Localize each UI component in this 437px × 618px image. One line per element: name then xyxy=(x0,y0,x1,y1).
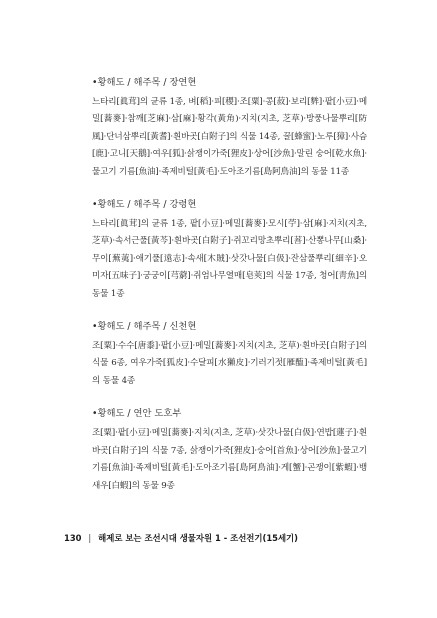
section-body: 조[粟]·팥[小豆]·메밀[蕎麥]·지치(지초, 芝草)·삿갓나물[白伋]·연밥[蓮子]·흰바곳[白附子]의 식물 7종, 삵쟁이가죽[狸皮]·숭어[首魚]·상어[沙魚]·물고기 기름[魚油]·족제비털[黃毛]·도아조기름[島阿鳥油]·게[蟹]·곤쟁이[紫蝦]·뱅새우[白蝦]의 동물 9종 xyxy=(92,428,367,491)
section-body: 느타리[眞茸]의 균류 1종, 벼[稻]·피[稷]·조[粟]·콩[菽]·보리[麰]·팥[小豆]·메밀[蕎麥]·참깨[芝麻]·삼[麻]·황각(黃角)·지치(지초, 芝草)·방풍나물뿌리[防風]·단너삼뿌리[黃耆]·흰바곳[白附子]의 식물 14종, 꿀[蜂蜜]·노루[獐]·사슴[鹿]·고니[天鵝]·여우[狐]·삵쟁이가죽[狸皮]·상어[沙魚]·말린 숭어[乾水魚]·물고기 기름[魚油]·족제비털[黃毛]·도아조기름[島阿鳥油]의 동물 11종 xyxy=(92,97,367,177)
page-footer xyxy=(64,532,298,544)
book-title: 해제로 보는 조선시대 생물자원 1 - 조선전기(15세기) xyxy=(98,533,298,543)
region-section xyxy=(92,76,367,181)
page-content xyxy=(92,76,367,512)
region-section xyxy=(92,320,367,390)
section-header: •황해도 / 해주목 / 강령현 xyxy=(92,199,197,211)
region-section xyxy=(92,198,367,303)
section-header: •황해도 / 해주목 / 장연현 xyxy=(92,77,197,88)
section-body: 조[粟]·수수[唐黍]·팥[小豆]·메밀[蕎麥]·지치(지초, 芝草)·흰바곳[白附子]의 식물 6종, 여우가죽[狐皮]·수달피[水獺皮]·기러기젓[雁醢]·족제비털[黃毛]의 동물 4종 xyxy=(92,341,367,386)
region-section xyxy=(92,407,367,495)
footer-divider: | xyxy=(88,533,92,543)
section-body: 느타리[眞茸]의 균류 1종, 팥[小豆]·메밀[蕎麥]·모시[苧]·삼[麻]·지치(지초, 芝草)·속서근풀[黃芩]·흰바곳[白附子]·쥐꼬리망초뿌리[䓊]·산뽕나무[山桑]·무이[蕪荑]·애기풀[遠志]·속새[木賊]·삿갓나물[白伋]·잔삼풀뿌리[細辛]·오미자[五味子]·궁궁이[芎藭]·쥐엄나무열매[皂莢]의 식물 17종, 청어[靑魚]의 동물 1종 xyxy=(92,219,367,299)
section-header: •황해도 / 해주목 / 신천현 xyxy=(92,321,197,333)
section-header: •황해도 / 연안 도호부 xyxy=(92,408,182,420)
page-number: 130 xyxy=(64,533,82,543)
